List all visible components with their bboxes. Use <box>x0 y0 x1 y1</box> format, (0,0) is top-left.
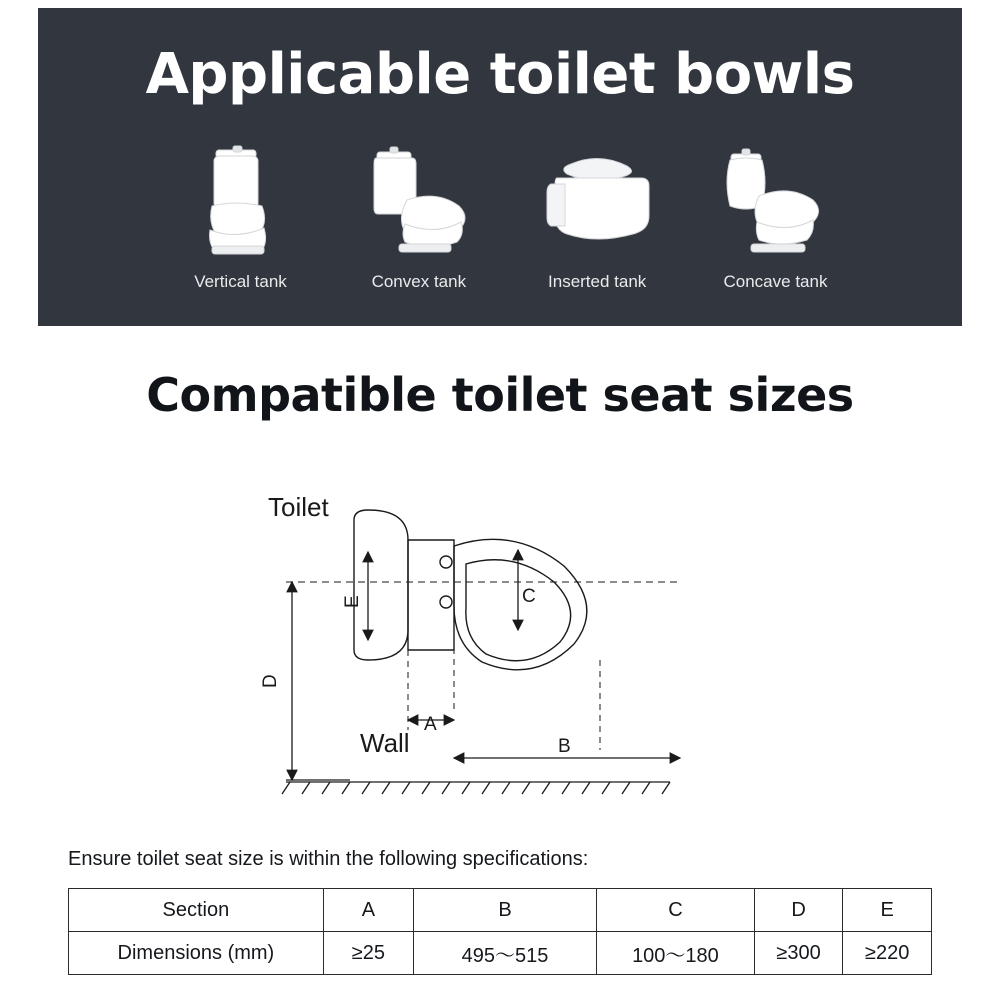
table-row-label: Dimensions (mm) <box>69 932 324 975</box>
table-header-c: C <box>597 889 755 932</box>
table-header-a: A <box>323 889 413 932</box>
table-cell-a: ≥25 <box>323 932 413 975</box>
table-row-header <box>69 889 932 932</box>
label-c: C <box>522 586 536 607</box>
table-header-e: E <box>843 889 932 932</box>
label-d: D <box>260 674 281 688</box>
applicable-bowls-panel <box>38 8 962 326</box>
bowl-item-vertical-tank <box>158 138 323 292</box>
toilet-seat-dimension-diagram <box>250 480 750 820</box>
toilet-vertical-tank-icon <box>158 138 323 258</box>
spec-note: Ensure toilet seat size is within the following specifications: <box>68 848 589 870</box>
specifications-table <box>68 888 932 975</box>
table-header-b: B <box>414 889 597 932</box>
table-cell-e: ≥220 <box>843 932 932 975</box>
bowl-item-label: Convex tank <box>371 272 467 291</box>
table-header-section: Section <box>69 889 324 932</box>
bowl-item-concave-tank <box>693 138 858 292</box>
bowl-type-list <box>158 138 858 292</box>
toilet-inserted-tank-icon <box>515 138 680 258</box>
table-row <box>69 932 932 975</box>
toilet-concave-tank-icon <box>693 138 858 258</box>
bowl-item-inserted-tank <box>515 138 680 292</box>
label-b: B <box>558 736 571 757</box>
label-e: E <box>342 595 363 608</box>
page-title: Compatible toilet seat sizes <box>146 368 854 422</box>
bowl-item-label: Vertical tank <box>194 272 287 291</box>
label-a: A <box>424 714 437 735</box>
bowl-item-label: Concave tank <box>723 272 828 291</box>
label-wall: Wall <box>360 728 410 758</box>
toilet-convex-tank-icon <box>336 138 501 258</box>
label-toilet: Toilet <box>268 492 329 522</box>
table-cell-c: 100〜180 <box>597 932 755 975</box>
table-cell-b: 495〜515 <box>414 932 597 975</box>
bowl-item-convex-tank <box>336 138 501 292</box>
table-header-d: D <box>754 889 843 932</box>
bowl-item-label: Inserted tank <box>548 272 647 291</box>
table-cell-d: ≥300 <box>754 932 843 975</box>
panel-title: Applicable toilet bowls <box>145 42 855 107</box>
